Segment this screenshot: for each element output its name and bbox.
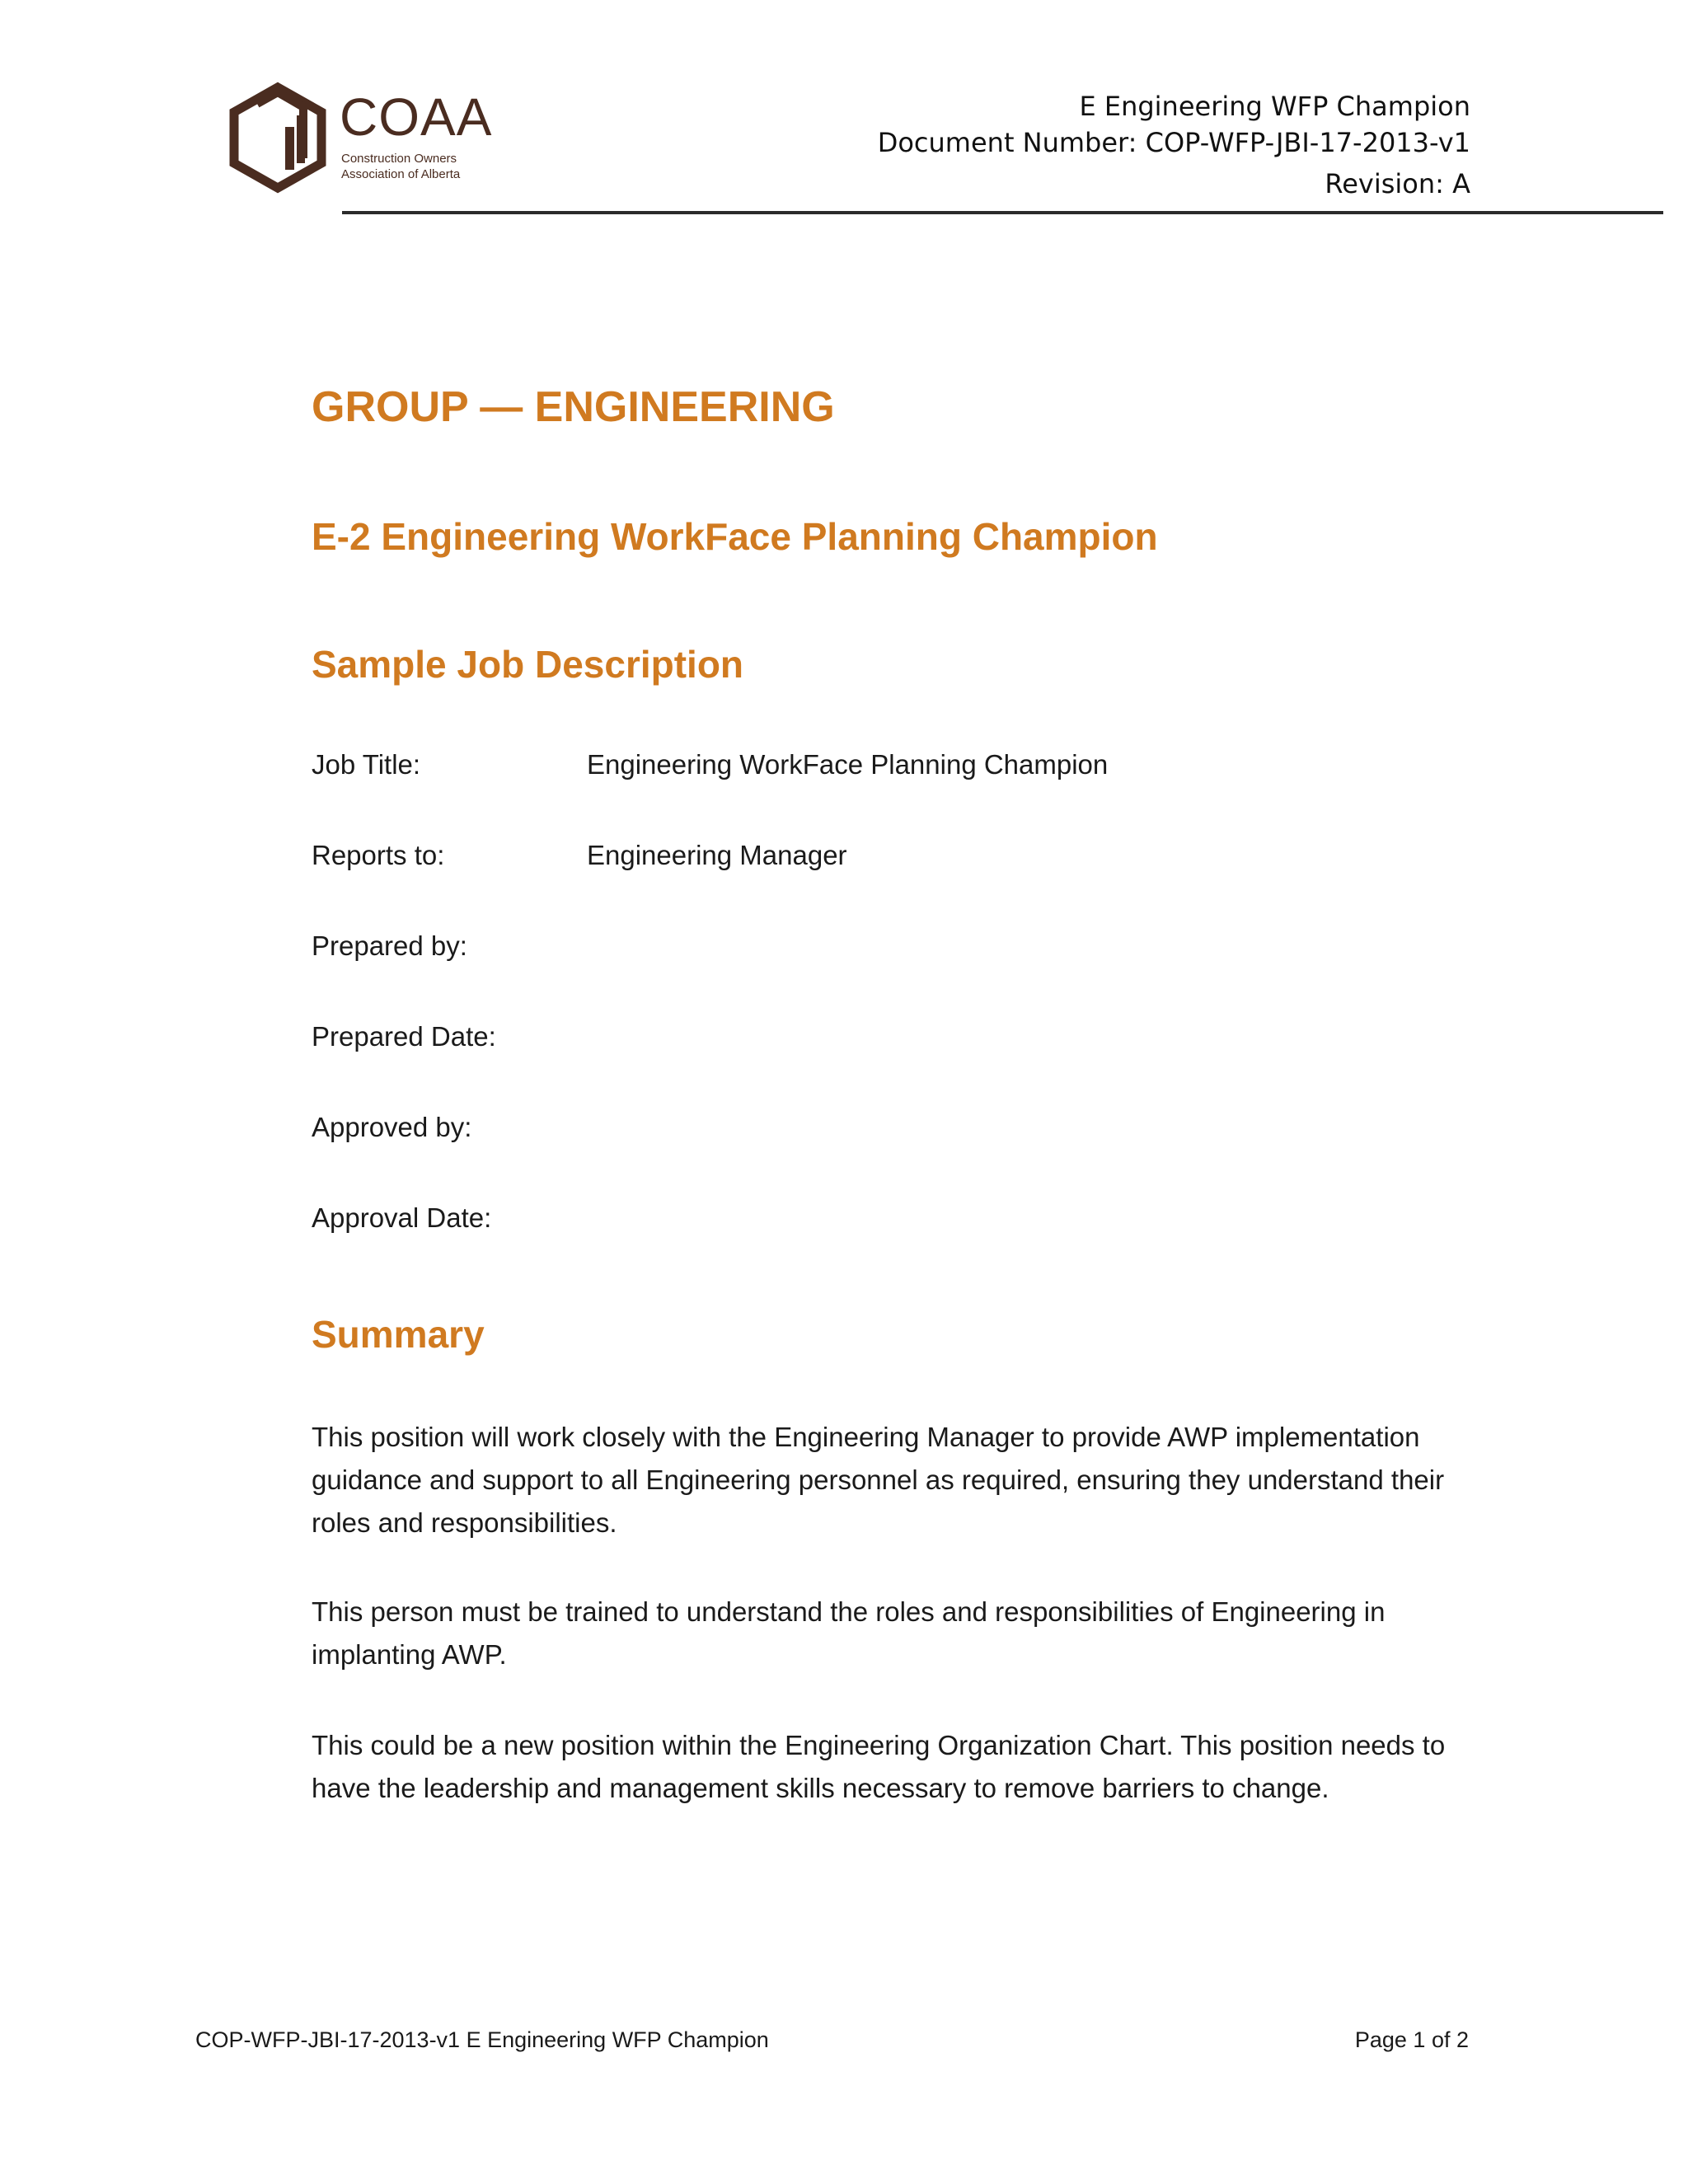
summary-paragraph: This could be a new position within the Engineering Organization Chart. This position needs to have the leadership and management skills necessary to remove barriers to change. <box>312 1730 1446 1803</box>
sample-heading: Sample Job Description <box>312 643 744 686</box>
footer-document-ref: COP-WFP-JBI-17-2013-v1 E Engineering WFP Champion <box>195 2027 769 2052</box>
field-approval-date <box>312 1204 491 1231</box>
logo-subtitle-line1: Construction Owners <box>341 152 457 166</box>
logo-subtitle <box>341 152 460 183</box>
logo-name: COAA <box>340 87 493 147</box>
field-label: Approval Date: <box>312 1202 492 1233</box>
hexagon-logo-icon <box>224 79 331 203</box>
summary-paragraph: This position will work closely with the Engineering Manager to provide AWP implementation guidance and support to all Engineering personnel as required, ensuring they understand their roles and responsibilities. <box>312 1422 1445 1538</box>
field-label: Reports to: <box>312 840 445 870</box>
document-title: E Engineering WFP Champion <box>1079 91 1470 122</box>
field-prepared-by <box>312 932 467 959</box>
field-label: Prepared Date: <box>312 1021 496 1052</box>
field-job-title <box>312 749 1109 780</box>
footer-page-number: Page 1 of 2 <box>1354 2027 1469 2052</box>
coaa-logo <box>224 79 496 203</box>
field-value: Engineering Manager <box>587 840 847 870</box>
group-heading: GROUP — ENGINEERING <box>312 383 835 431</box>
logo-subtitle-line2: Association of Alberta <box>341 166 461 181</box>
position-heading: E-2 Engineering WorkFace Planning Champion <box>312 515 1158 558</box>
field-value: Engineering WorkFace Planning Champion <box>587 749 1109 780</box>
summary-paragraph: This person must be trained to understand the roles and responsibilities of Engineering in implanting AWP. <box>312 1596 1386 1670</box>
document-number: Document Number: COP-WFP-JBI-17-2013-v1 <box>877 127 1470 158</box>
field-label: Job Title: <box>312 749 421 780</box>
field-label: Prepared by: <box>312 930 467 961</box>
summary-heading: Summary <box>312 1313 485 1356</box>
document-header <box>878 93 1470 197</box>
header-divider <box>342 211 1663 214</box>
document-revision: Revision: A <box>1325 168 1470 199</box>
field-label: Approved by: <box>312 1112 472 1142</box>
field-prepared-date <box>312 1023 496 1050</box>
field-approved-by <box>312 1113 471 1141</box>
field-reports-to <box>312 840 847 870</box>
